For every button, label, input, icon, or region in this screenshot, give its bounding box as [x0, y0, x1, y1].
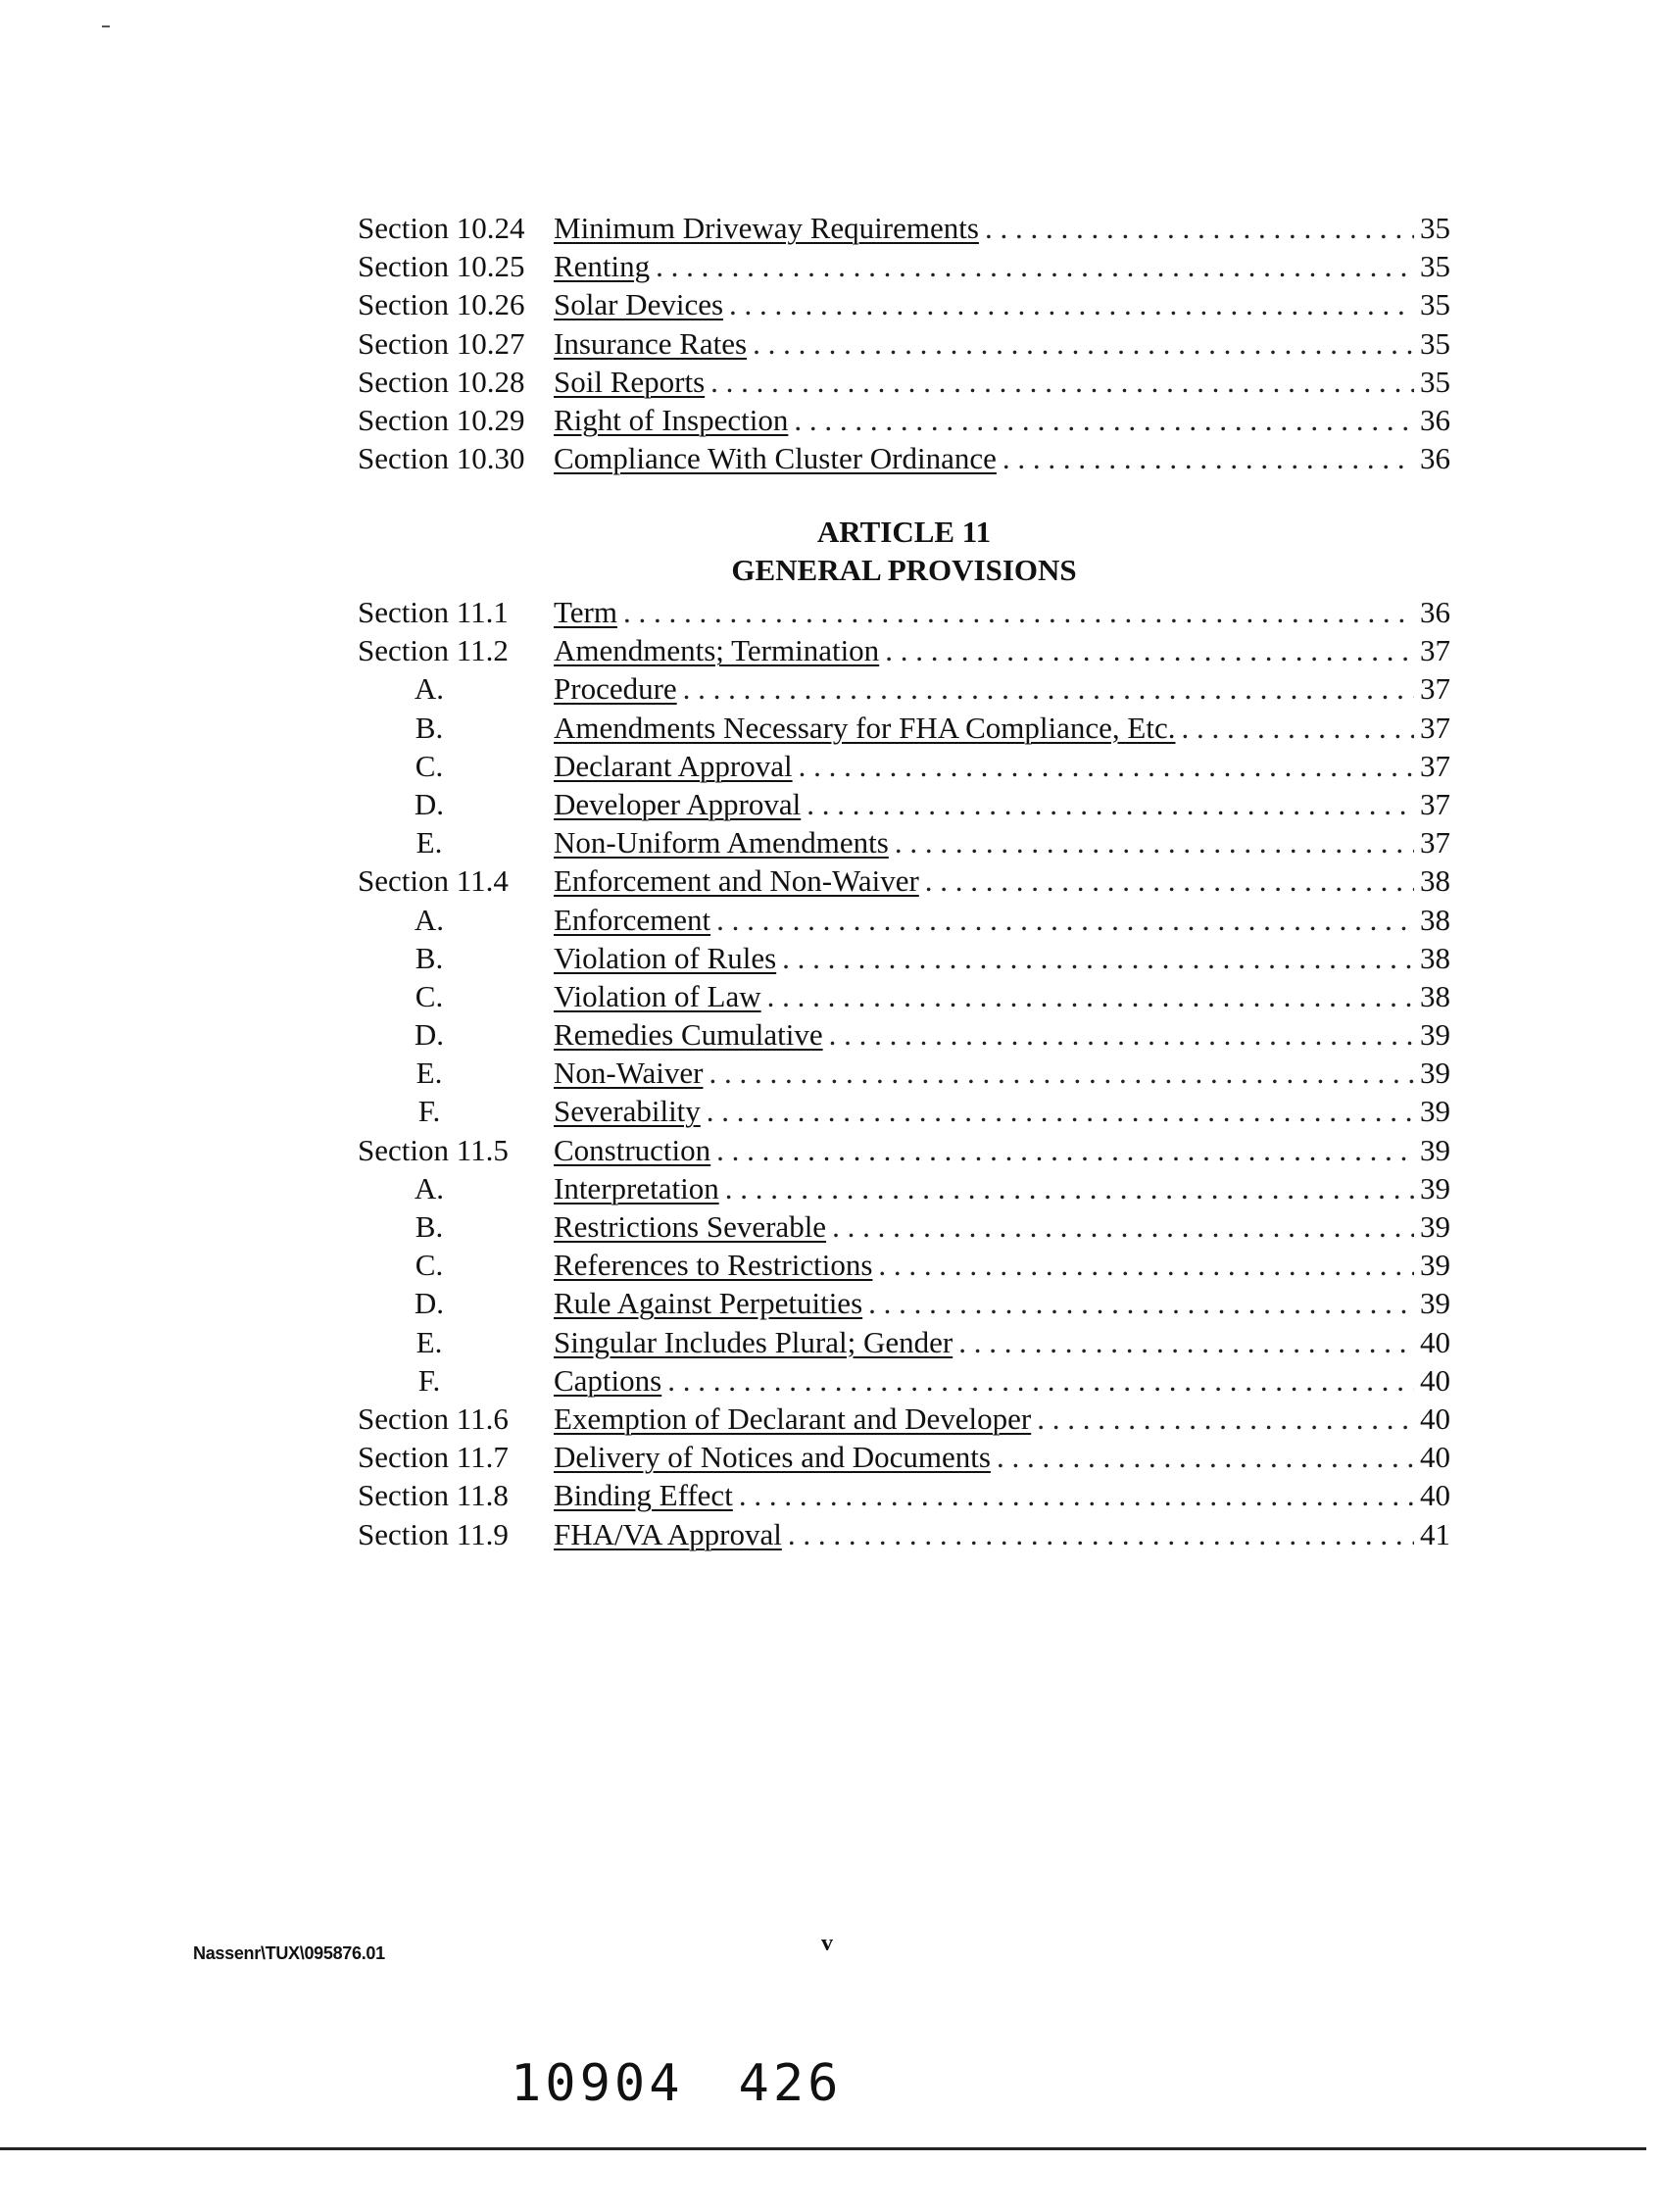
toc-entry [358, 439, 1450, 477]
toc-entry-page: 35 [1420, 364, 1450, 399]
document-code: Nassenr\TUX\095876.01 [193, 1943, 385, 1963]
toc-entry-title: Singular Includes Plural; Gender [554, 1324, 953, 1359]
toc-entry-leader-dots [997, 1438, 1414, 1476]
toc-entry-title: Enforcement [554, 902, 711, 937]
bottom-rule [0, 2147, 1646, 2150]
toc-entry-title: Binding Effect [554, 1478, 733, 1513]
toc-entry [358, 1246, 1450, 1284]
toc-entry-section: C. [415, 978, 444, 1013]
toc-entry-title: Captions [554, 1362, 662, 1398]
toc-list-article-10 [358, 209, 1450, 477]
toc-entry-page: 39 [1420, 1056, 1450, 1091]
toc-entry-title: Soil Reports [554, 364, 706, 399]
toc-entry [358, 1169, 1450, 1207]
toc-entry-page: 36 [1420, 402, 1450, 437]
toc-entry-leader-dots [716, 901, 1414, 939]
stamp-book-number: 10904 [511, 2054, 684, 2113]
toc-entry-page: 37 [1420, 710, 1450, 745]
toc-entry-title: Amendments Necessary for FHA Compliance, Etc. [554, 710, 1176, 745]
toc-entry [358, 823, 1450, 861]
toc-entry-section: B. [415, 1209, 444, 1244]
page-number: v [821, 1931, 833, 1956]
toc-entry-section: A. [414, 902, 445, 937]
toc-entry [358, 977, 1450, 1015]
toc-entry-section: B. [415, 710, 444, 745]
toc-entry-page: 39 [1420, 1094, 1450, 1129]
toc-entry [358, 669, 1450, 708]
toc-entry-page: 39 [1420, 1017, 1450, 1053]
toc-entry-page: 36 [1420, 595, 1450, 629]
toc-entry-page: 38 [1420, 978, 1450, 1013]
toc-entry [358, 324, 1450, 363]
toc-entry-section: Section 10.24 [358, 211, 525, 245]
toc-entry-page: 37 [1420, 748, 1450, 783]
toc-entry [358, 631, 1450, 669]
toc-entry-section: Section 11.1 [358, 595, 509, 629]
toc-entry-section: C. [415, 1248, 444, 1283]
toc-entry-title: Restrictions Severable [554, 1209, 827, 1244]
toc-entry-page: 40 [1420, 1440, 1450, 1475]
toc-entry-section: Section 11.6 [358, 1401, 509, 1436]
toc-entry-title: Developer Approval [554, 786, 802, 821]
toc-entry-section: Section 10.30 [358, 441, 525, 476]
toc-entry-title: Remedies Cumulative [554, 1017, 823, 1053]
toc-entry-page: 41 [1420, 1516, 1450, 1551]
toc-entry [358, 939, 1450, 977]
toc-entry-leader-dots [709, 1054, 1414, 1092]
toc-entry-title: Solar Devices [554, 287, 724, 322]
toc-entry-section: A. [414, 671, 445, 707]
toc-entry-title: Minimum Driveway Requirements [554, 211, 979, 245]
toc-entry-leader-dots [895, 823, 1414, 861]
toc-entry-title: Procedure [554, 671, 677, 707]
toc-entry-page: 35 [1420, 249, 1450, 284]
toc-entry-page: 39 [1420, 1132, 1450, 1167]
toc-entry [358, 747, 1450, 785]
toc-entry [358, 1207, 1450, 1246]
toc-entry-page: 39 [1420, 1248, 1450, 1283]
toc-entry-title: Violation of Rules [554, 940, 777, 975]
toc-entry-page: 40 [1420, 1401, 1450, 1436]
toc-entry-leader-dots [623, 593, 1414, 631]
toc-entry-title: References to Restrictions [554, 1248, 873, 1283]
toc-entry-leader-dots [656, 247, 1414, 285]
toc-entry-page: 37 [1420, 633, 1450, 668]
article-number: ARTICLE 11 [816, 515, 992, 549]
toc-list-article-11 [358, 593, 1450, 1553]
toc-entry-page: 35 [1420, 325, 1450, 361]
toc-entry-section: E. [416, 1056, 443, 1091]
toc-entry-section: Section 10.26 [358, 287, 525, 322]
toc-entry-page: 36 [1420, 441, 1450, 476]
toc-entry-leader-dots [767, 977, 1414, 1015]
toc-entry-leader-dots [985, 209, 1414, 247]
toc-entry-page: 40 [1420, 1478, 1450, 1513]
toc-entry-title: FHA/VA Approval [554, 1516, 782, 1551]
toc-entry-section: D. [414, 786, 445, 821]
toc-entry [358, 901, 1450, 939]
toc-entry-page: 38 [1420, 902, 1450, 937]
toc-entry-page: 40 [1420, 1324, 1450, 1359]
toc-entry-page: 39 [1420, 1209, 1450, 1244]
toc-entry-section: D. [414, 1286, 445, 1321]
toc-entry-section: Section 10.28 [358, 364, 525, 399]
toc-entry-section: Section 11.8 [358, 1478, 509, 1513]
toc-entry-title: Non-Waiver [554, 1056, 704, 1091]
toc-entry-leader-dots [782, 939, 1414, 977]
toc-entry [358, 1015, 1450, 1054]
toc-entry-leader-dots [753, 324, 1414, 363]
toc-entry [358, 285, 1450, 323]
toc-entry-leader-dots [885, 631, 1414, 669]
toc-entry-leader-dots [925, 861, 1414, 900]
toc-entry-leader-dots [868, 1284, 1414, 1322]
toc-entry [358, 861, 1450, 900]
toc-entry-section: F. [417, 1362, 441, 1398]
toc-entry-leader-dots [958, 1323, 1414, 1361]
toc-entry [358, 1131, 1450, 1169]
stamp-page-number: 426 [738, 2054, 843, 2113]
toc-entry-section: Section 11.7 [358, 1440, 509, 1475]
toc-entry [358, 1438, 1450, 1476]
toc-entry-leader-dots [794, 401, 1414, 439]
toc-entry-section: Section 11.2 [358, 633, 509, 668]
toc-entry-leader-dots [832, 1207, 1414, 1246]
toc-entry [358, 1515, 1450, 1553]
record-stamp [511, 2054, 842, 2113]
toc-entry-title: Delivery of Notices and Documents [554, 1440, 991, 1475]
toc-entry-page: 40 [1420, 1362, 1450, 1398]
toc-entry-title: Renting [554, 249, 651, 284]
toc-entry-leader-dots [683, 669, 1414, 708]
toc-entry-title: Interpretation [554, 1170, 719, 1205]
toc-entry-section: Section 10.29 [358, 402, 525, 437]
toc-entry-page: 37 [1420, 825, 1450, 860]
toc-entry [358, 1092, 1450, 1130]
toc-entry-title: Term [554, 595, 617, 629]
toc-entry-page: 37 [1420, 786, 1450, 821]
toc-entry [358, 785, 1450, 823]
toc-entry [358, 363, 1450, 401]
toc-entry-section: E. [416, 1324, 443, 1359]
toc-entry-leader-dots [878, 1246, 1414, 1284]
toc-entry-page: 35 [1420, 211, 1450, 245]
toc-entry [358, 401, 1450, 439]
toc-entry-title: Severability [554, 1094, 701, 1129]
toc-entry-page: 35 [1420, 287, 1450, 322]
toc-entry [358, 209, 1450, 247]
toc-entry [358, 709, 1450, 747]
toc-entry [358, 1400, 1450, 1438]
toc-entry-title: Compliance With Cluster Ordinance [554, 441, 997, 476]
toc-entry-leader-dots [729, 285, 1414, 323]
toc-entry-section: Section 11.5 [358, 1132, 509, 1167]
toc-entry-page: 39 [1420, 1286, 1450, 1321]
toc-entry-title: Amendments; Termination [554, 633, 880, 668]
toc-entry-section: A. [414, 1170, 445, 1205]
toc-entry-page: 39 [1420, 1170, 1450, 1205]
toc-entry [358, 1323, 1450, 1361]
toc-entry-section: Section 11.9 [358, 1516, 509, 1551]
toc-entry [358, 593, 1450, 631]
toc-entry-title: Enforcement and Non-Waiver [554, 863, 919, 899]
toc-entry-title: Exemption of Declarant and Developer [554, 1401, 1032, 1436]
toc-entry-title: Declarant Approval [554, 748, 793, 783]
toc-entry-section: Section 11.4 [358, 863, 509, 899]
toc-entry-leader-dots [739, 1476, 1414, 1514]
toc-entry-title: Non-Uniform Amendments [554, 825, 889, 860]
toc-entry-section: D. [414, 1017, 445, 1053]
toc-entry-leader-dots [788, 1515, 1414, 1553]
toc-entry-leader-dots [716, 1131, 1414, 1169]
stray-mark [102, 25, 110, 27]
toc-entry-leader-dots [725, 1169, 1414, 1207]
toc-entry-title: Right of Inspection [554, 402, 789, 437]
toc-entry-leader-dots [667, 1361, 1414, 1400]
toc-entry-leader-dots [707, 1092, 1414, 1130]
toc-entry-leader-dots [807, 785, 1414, 823]
toc-entry [358, 1361, 1450, 1400]
toc-entry [358, 1054, 1450, 1092]
toc-entry-leader-dots [1037, 1400, 1414, 1438]
toc-entry-leader-dots [1002, 439, 1414, 477]
toc-entry-title: Construction [554, 1132, 711, 1167]
toc-entry-title: Insurance Rates [554, 325, 748, 361]
toc-entry-page: 38 [1420, 940, 1450, 975]
toc-entry-section: F. [417, 1094, 441, 1129]
toc-entry-leader-dots [1182, 709, 1415, 747]
article-name: GENERAL PROVISIONS [731, 553, 1077, 587]
toc-entry-section: Section 10.27 [358, 325, 525, 361]
toc-entry [358, 1284, 1450, 1322]
toc-entry-leader-dots [710, 363, 1414, 401]
toc-entry [358, 247, 1450, 285]
article-heading [358, 513, 1450, 589]
toc-entry-section: C. [415, 748, 444, 783]
toc-entry-section: E. [416, 825, 443, 860]
toc-entry-title: Rule Against Perpetuities [554, 1286, 863, 1321]
toc-entry-title: Violation of Law [554, 978, 761, 1013]
toc-entry-leader-dots [799, 747, 1414, 785]
toc-entry-leader-dots [829, 1015, 1414, 1054]
toc-entry-section: B. [415, 940, 444, 975]
toc-entry-page: 37 [1420, 671, 1450, 707]
toc-entry-section: Section 10.25 [358, 249, 525, 284]
toc-entry-page: 38 [1420, 863, 1450, 899]
toc-entry [358, 1476, 1450, 1514]
